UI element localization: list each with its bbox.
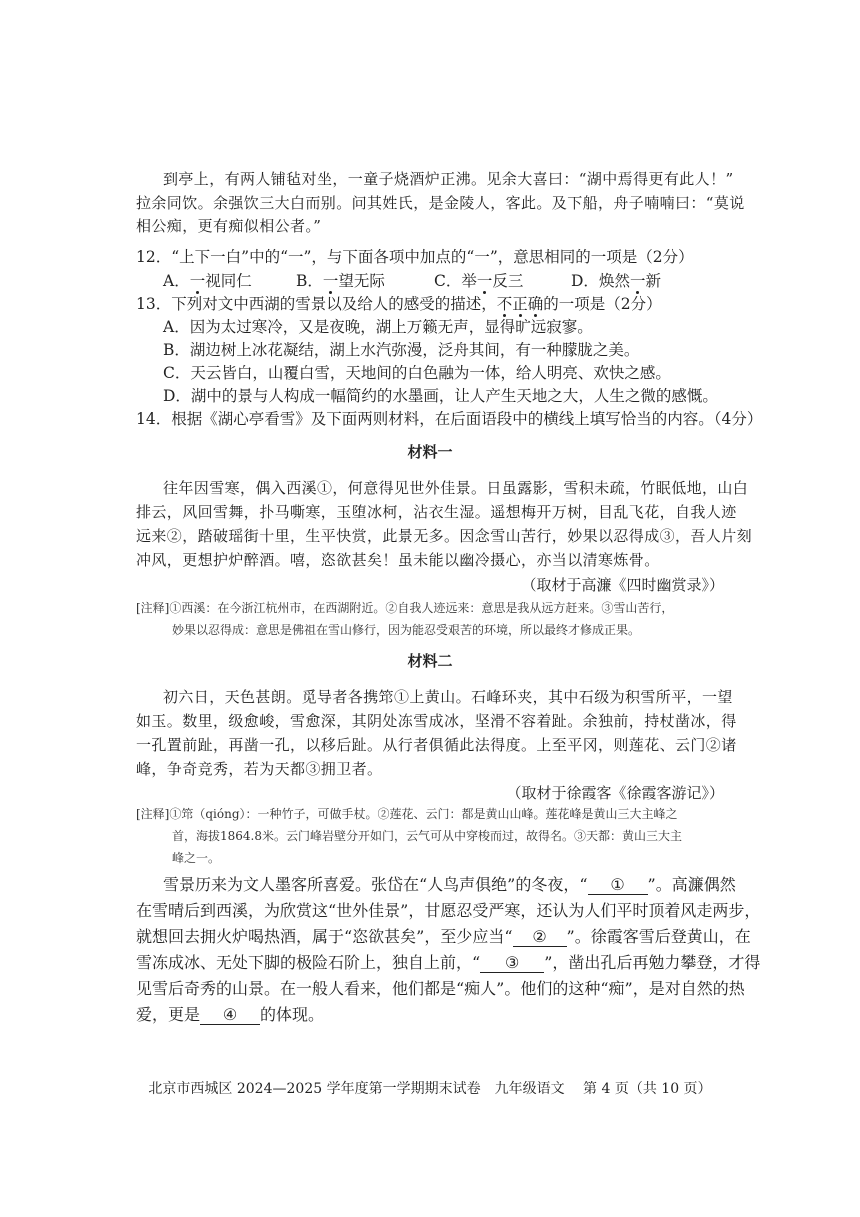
- material-2-note: 峰之一。: [172, 851, 221, 865]
- question-12-option-b: B．一望无际: [296, 272, 385, 290]
- material-1-line: 远来②，踏破瑶街十里，生平快赏，此景无多。因念雪山苦行，妙果以忍得成③，吾人片刻: [136, 527, 753, 545]
- answer-blank-4[interactable]: ④: [200, 1006, 260, 1025]
- question-14-stem: 14．根据《湖心亭看雪》及下面两则材料，在后面语段中的横线上填写恰当的内容。（4分）: [136, 410, 763, 428]
- dotted-char: 一: [189, 272, 206, 290]
- material-2-source: （取材于徐霞客《徐霞客游记》）: [506, 784, 724, 802]
- material-2-line: 一孔置前趾，再凿一孔，以移后趾。从行者俱循此法得度。上至平冈，则莲花、云门②诸: [136, 736, 737, 754]
- dotted-char: 一: [322, 272, 339, 290]
- paragraph-line: 爱，更是 ④ 的体现。: [136, 1005, 325, 1024]
- dotted-char: 确: [527, 295, 544, 313]
- question-12-option-d: D．焕然一新: [571, 272, 661, 290]
- paragraph-line: 雪冻成冰、无处下脚的极险石阶上，独自上前，“ ③ ”，凿出孔后再勉力攀登，才得: [136, 953, 761, 972]
- material-2-line: 如玉。数里，级愈峻，雪愈深，其阴处冻雪成冰，坚滑不容着趾。余独前，持杖凿冰，得: [136, 712, 737, 730]
- dotted-char: 不: [496, 295, 513, 313]
- material-1-source: （取材于高濂《四时幽赏录》）: [521, 576, 724, 594]
- passage-line: 相公痴，更有痴似相公者。”: [136, 217, 322, 235]
- question-13-option-b: B．湖边树上冰花凝结，湖上水汽弥漫，泛舟其间，有一种朦胧之美。: [163, 341, 640, 359]
- material-2-line: 初六日，天色甚朗。觅导者各携筇①上黄山。石峰环夹，其中石级为积雪所平，一望: [163, 688, 733, 706]
- passage-line: 到亭上，有两人铺毡对坐，一童子烧酒炉正沸。见余大喜曰：“湖中焉得更有此人！”: [163, 170, 734, 188]
- material-2-note: 首，海拔1864.8米。云门峰岩壁分开如门，云气可从中穿梭而过，故得名。③天都：黄山三大主: [172, 829, 682, 843]
- question-13-option-a: A．因为太过寒冷，又是夜晚，湖上万籁无声，显得旷远寂寥。: [163, 318, 593, 336]
- paragraph-line: 就想回去拥火炉喝热酒，属于“恣欲甚矣”，至少应当“ ② ”。徐霞客雪后登黄山，在: [136, 927, 751, 946]
- material-1-note: 妙果以忍得成：意思是佛祖在雪山修行，因为能忍受艰苦的环境，所以最终才修成正果。: [172, 623, 641, 637]
- material-2-note: [注释]①筇（qióng）：一种竹子，可做手杖。②莲花、云门：都是黄山山峰。莲花峰是黄山三大主峰之: [136, 807, 678, 821]
- material-2-line: 峰，争奇竞秀，若为天都③拥卫者。: [136, 760, 383, 778]
- question-13-option-d: D．湖中的景与人构成一幅简约的水墨画，让人产生天地之大，人生之微的感慨。: [163, 387, 718, 405]
- paragraph-line: 在雪晴后到西溪，为欣赏这“世外佳景”，甘愿忍受严寒，还认为人们平时顶着风走两步，: [136, 901, 761, 920]
- answer-blank-2[interactable]: ②: [513, 928, 567, 947]
- question-12-stem: 12．“上下一白”中的“一”，与下面各项中加点的“一”，意思相同的一项是（2分）: [136, 248, 694, 266]
- material-1-line: 冲风，更想护炉醉酒。嘻，恣欲甚矣！虽未能以幽冷摄心，亦当以清寒炼骨。: [136, 551, 660, 569]
- material-2-title: 材料二: [407, 652, 453, 670]
- material-1-note: [注释]①西溪：在今浙江杭州市，在西湖附近。②自我人迹远来：意思是我从远方赶来。③雪山苦行，: [136, 601, 674, 615]
- question-13-stem: 13．下列对文中西湖的雪景以及给人的感受的描述，不正确的一项是（2分）: [136, 295, 662, 313]
- material-1-line: 排云，风回雪舞，扑马嘶寒，玉堕冰柯，沾衣生湿。遥想梅开万树，目乱飞花，自我人迹: [136, 503, 737, 521]
- paragraph-line: 雪景历来为文人墨客所喜爱。张岱在“人鸟声俱绝”的冬夜，“ ① ”。高濂偶然: [163, 875, 736, 894]
- paragraph-line: 见雪后奇秀的山景。在一般人看来，他们都是“痴人”。他们的这种“痴”，是对自然的热: [136, 979, 745, 998]
- question-12-option-c: C．举一反三: [434, 272, 524, 290]
- dotted-char: 一: [476, 272, 493, 290]
- answer-blank-1[interactable]: ①: [588, 876, 648, 895]
- dotted-char: 正: [512, 295, 528, 313]
- material-1-line: 往年因雪寒，偶入西溪①，何意得见世外佳景。日虽露影，雪积未疏，竹眠低地，山白: [163, 479, 749, 497]
- passage-line: 拉余同饮。余强饮三大白而别。问其姓氏，是金陵人，客此。及下船，舟子喃喃曰：“莫说: [136, 194, 745, 212]
- question-12-option-a: A．一视同仁: [163, 272, 252, 290]
- material-1-title: 材料一: [407, 443, 453, 461]
- page-footer: 北京市西城区 2024—2025 学年度第一学期期末试卷 九年级语文 第 4 页（共 10 页）: [148, 1081, 712, 1097]
- answer-blank-3[interactable]: ③: [480, 954, 544, 973]
- question-13-option-c: C．天云皆白，山覆白雪，天地间的白色融为一体，给人明亮、欢快之感。: [163, 364, 671, 382]
- dotted-char: 一: [629, 272, 646, 290]
